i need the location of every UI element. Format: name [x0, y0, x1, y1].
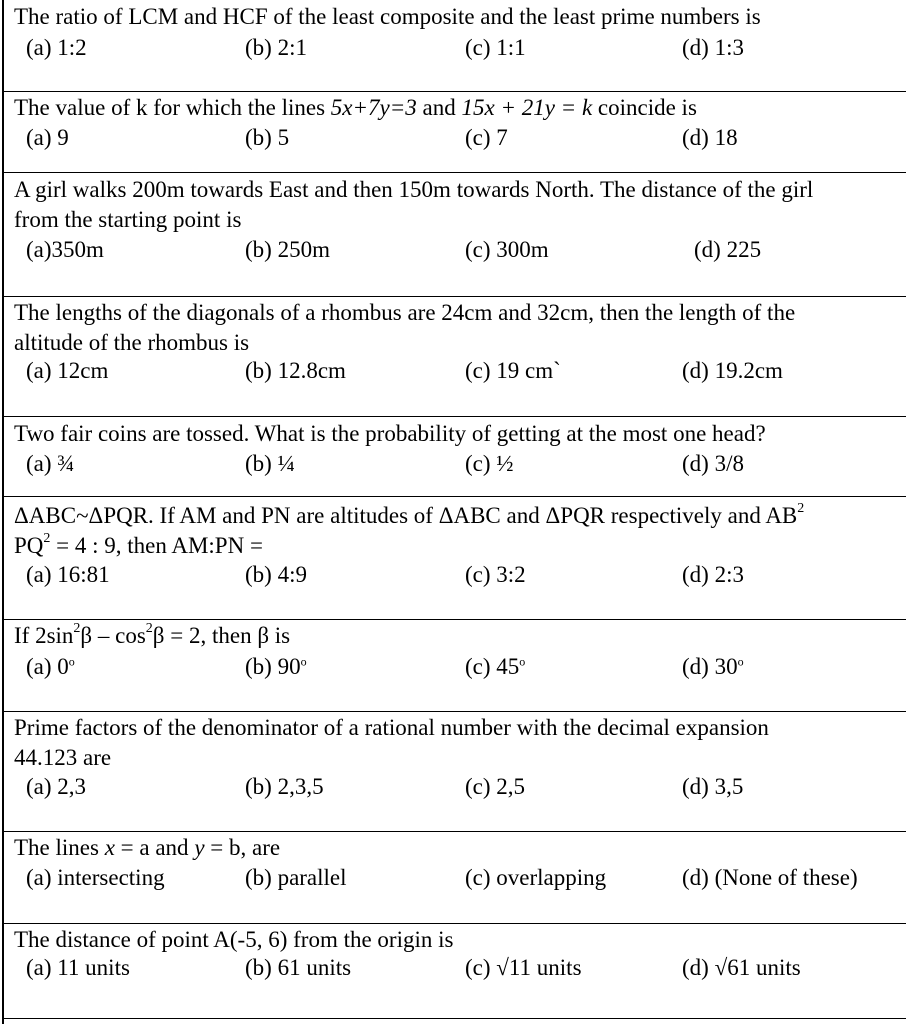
superscript: 2	[43, 531, 51, 547]
option-a: (a) ¾	[26, 451, 75, 476]
option-a: (a) 2,3	[26, 774, 87, 799]
option-d: (d) 1:3	[682, 35, 744, 60]
degree-symbol: o	[68, 654, 75, 669]
option-d: (d) 18	[682, 125, 738, 150]
option-b: (b) 2,3,5	[245, 774, 324, 799]
option-c	[465, 652, 525, 682]
degree-symbol: o	[300, 654, 307, 669]
question-text-part-1: The lines	[14, 835, 105, 860]
option-a: (a) 11 units	[26, 955, 130, 980]
question-row	[4, 620, 906, 712]
question-sheet	[2, 0, 906, 1024]
question-text-suffix: coincide is	[592, 95, 697, 120]
question-row	[4, 92, 906, 173]
degree-symbol: o	[519, 654, 526, 669]
equation-2: 15x + 21y = k	[461, 95, 593, 120]
option-c: (c) 300m	[465, 237, 549, 262]
option-d: (d) 3/8	[682, 451, 744, 476]
question-text: Two fair coins are tossed. What is the probability of getting at the most one head?	[14, 421, 766, 446]
option-d: (d) 3,5	[682, 774, 744, 799]
option-a-value: (a) 0	[26, 654, 69, 679]
question-row	[4, 297, 906, 417]
option-c: (c) 2,5	[465, 774, 526, 799]
question-text-part-3: = b, are	[204, 835, 281, 860]
option-c: (c) 1:1	[465, 35, 526, 60]
question-row	[4, 417, 906, 497]
question-text-line-2-b: = 4 : 9, then AM:PN =	[50, 533, 263, 558]
superscript: 2	[145, 621, 153, 637]
question-text-line-2-a: PQ	[14, 533, 44, 558]
equation-1: 5x+7y=3	[330, 95, 417, 120]
question-text-line-2: 44.123 are	[14, 745, 112, 770]
option-c: (c) overlapping	[465, 865, 607, 890]
question-text-part-1: If 2sin	[14, 623, 74, 648]
question-text: The ratio of LCM and HCF of the least composite and the least prime numbers is	[14, 4, 761, 29]
option-c: (c) 19 cm`	[465, 358, 561, 383]
option-d: (d) √61 units	[682, 955, 801, 980]
question-row	[4, 832, 906, 924]
question-row	[4, 173, 906, 297]
question-text: The distance of point A(-5, 6) from the origin is	[14, 927, 454, 952]
option-d: (d) 2:3	[682, 562, 744, 587]
option-a: (a)350m	[26, 237, 104, 262]
question-text-part-2: = a and	[114, 835, 195, 860]
option-d-value: (d) 30	[682, 654, 738, 679]
superscript: 2	[797, 501, 805, 517]
variable-x: x	[104, 835, 115, 860]
option-b: (b) 250m	[245, 237, 330, 262]
question-text-and: and	[416, 95, 462, 120]
question-text-part-2: β – cos	[80, 623, 146, 648]
option-b	[245, 652, 307, 682]
option-d: (d) 225	[694, 237, 762, 262]
question-text	[14, 620, 290, 651]
option-d: (d) (None of these)	[682, 865, 858, 890]
question-text-prefix: The value of k for which the lines	[14, 95, 331, 120]
question-row	[4, 924, 906, 1020]
question-text-part-3: β = 2, then β is	[152, 623, 291, 648]
question-text-line-2	[14, 530, 263, 561]
option-a: (a) 1:2	[26, 35, 87, 60]
question-row	[4, 0, 906, 92]
option-b-value: (b) 90	[245, 654, 301, 679]
option-a: (a) intersecting	[26, 865, 165, 890]
question-text-line-1	[14, 500, 804, 531]
option-b: (b) 2:1	[245, 35, 307, 60]
option-b: (b) parallel	[245, 865, 347, 890]
option-a: (a) 12cm	[26, 358, 109, 383]
option-a: (a) 16:81	[26, 562, 110, 587]
question-text-line-1-body: ΔABC~ΔPQR. If AM and PN are altitudes of ΔABC and ΔPQR respectively and AB	[14, 503, 798, 528]
option-b: (b) ¼	[245, 451, 295, 476]
question-row	[4, 497, 906, 620]
question-text-line-1: A girl walks 200m towards East and then 150m towards North. The distance of the girl	[14, 177, 814, 202]
question-text-line-2: altitude of the rhombus is	[14, 330, 250, 355]
option-c: (c) ½	[465, 451, 514, 476]
question-text	[14, 92, 697, 123]
option-b: (b) 5	[245, 125, 290, 150]
superscript: 2	[73, 621, 81, 637]
option-c-value: (c) 45	[465, 654, 520, 679]
option-b: (b) 12.8cm	[245, 358, 346, 383]
option-c: (c) 7	[465, 125, 508, 150]
option-a	[26, 652, 75, 682]
question-text-line-2: from the starting point is	[14, 207, 242, 232]
option-b: (b) 4:9	[245, 562, 307, 587]
option-a: (a) 9	[26, 125, 69, 150]
variable-y: y	[194, 835, 205, 860]
option-b: (b) 61 units	[245, 955, 352, 980]
table-bottom-border	[4, 1018, 906, 1019]
question-text-line-1: Prime factors of the denominator of a rational number with the decimal expansion	[14, 715, 769, 740]
option-d	[682, 652, 744, 682]
option-d: (d) 19.2cm	[682, 358, 783, 383]
option-c: (c) 3:2	[465, 562, 526, 587]
question-text	[14, 832, 280, 863]
question-text-line-1: The lengths of the diagonals of a rhombus are 24cm and 32cm, then the length of the	[14, 300, 796, 325]
degree-symbol: o	[737, 654, 744, 669]
option-c: (c) √11 units	[465, 955, 582, 980]
question-row	[4, 712, 906, 832]
